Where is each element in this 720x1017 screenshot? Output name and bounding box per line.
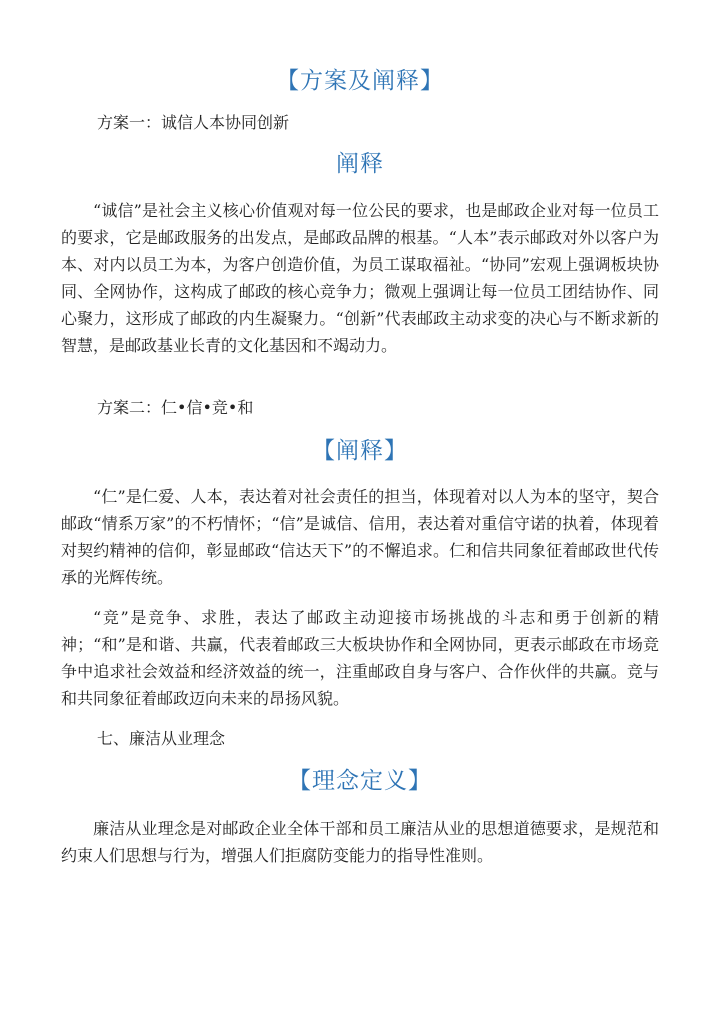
page-title: 【方案及阐释】 [276, 68, 444, 94]
scheme-one-label: 方案一：诚信人本协同创新 [97, 113, 290, 132]
section-seven-heading: 【理念定义】 [288, 768, 432, 794]
scheme-two-paragraph-one: “仁”是仁爱、人本，表达着对社会责任的担当，体现着对以人为本的坚守，契合邮政“情系万家”的不朽情怀；“信”是诚信、信用，表达着对重信守诺的执着，体现着对契约精神的信仰，彰显邮政“信达天下”的不懈追求。仁和信共同象征着邮政世代传承的光辉传统。 [61, 487, 659, 587]
scheme-two-label: 方案二：仁•信•竞•和 [97, 398, 254, 417]
section-seven-label: 七、廉洁从业理念 [97, 729, 226, 748]
scheme-one-heading: 阐释 [336, 151, 384, 177]
scheme-two-heading: 【阐释】 [312, 438, 408, 464]
section-seven-paragraph: 廉洁从业理念是对邮政企业全体干部和员工廉洁从业的思想道德要求，是规范和约束人们思想与行为，增强人们拒腐防变能力的指导性准则。 [61, 819, 659, 865]
scheme-one-paragraph: “诚信”是社会主义核心价值观对每一位公民的要求，也是邮政企业对每一位员工的要求，它是邮政服务的出发点，是邮政品牌的根基。“人本”表示邮政对外以客户为本、对内以员工为本，为客户创造价值，为员工谋取福祉。“协同”宏观上强调板块协同、全网协作，这构成了邮政的核心竞争力；微观上强调让每一位员工团结协作、同心聚力，这形成了邮政的内生凝聚力。“创新”代表邮政主动求变的决心与不断求新的智慧，是邮政基业长青的文化基因和不竭动力。 [61, 201, 659, 355]
scheme-two-paragraph-two: “竞”是竞争、求胜，表达了邮政主动迎接市场挑战的斗志和勇于创新的精神；“和”是和谐、共赢，代表着邮政三大板块协作和全网协同，更表示邮政在市场竞争中追求社会效益和经济效益的统一，注重邮政自身与客户、合作伙伴的共赢。竞与和共同象征着邮政迈向未来的昂扬风貌。 [61, 608, 659, 708]
